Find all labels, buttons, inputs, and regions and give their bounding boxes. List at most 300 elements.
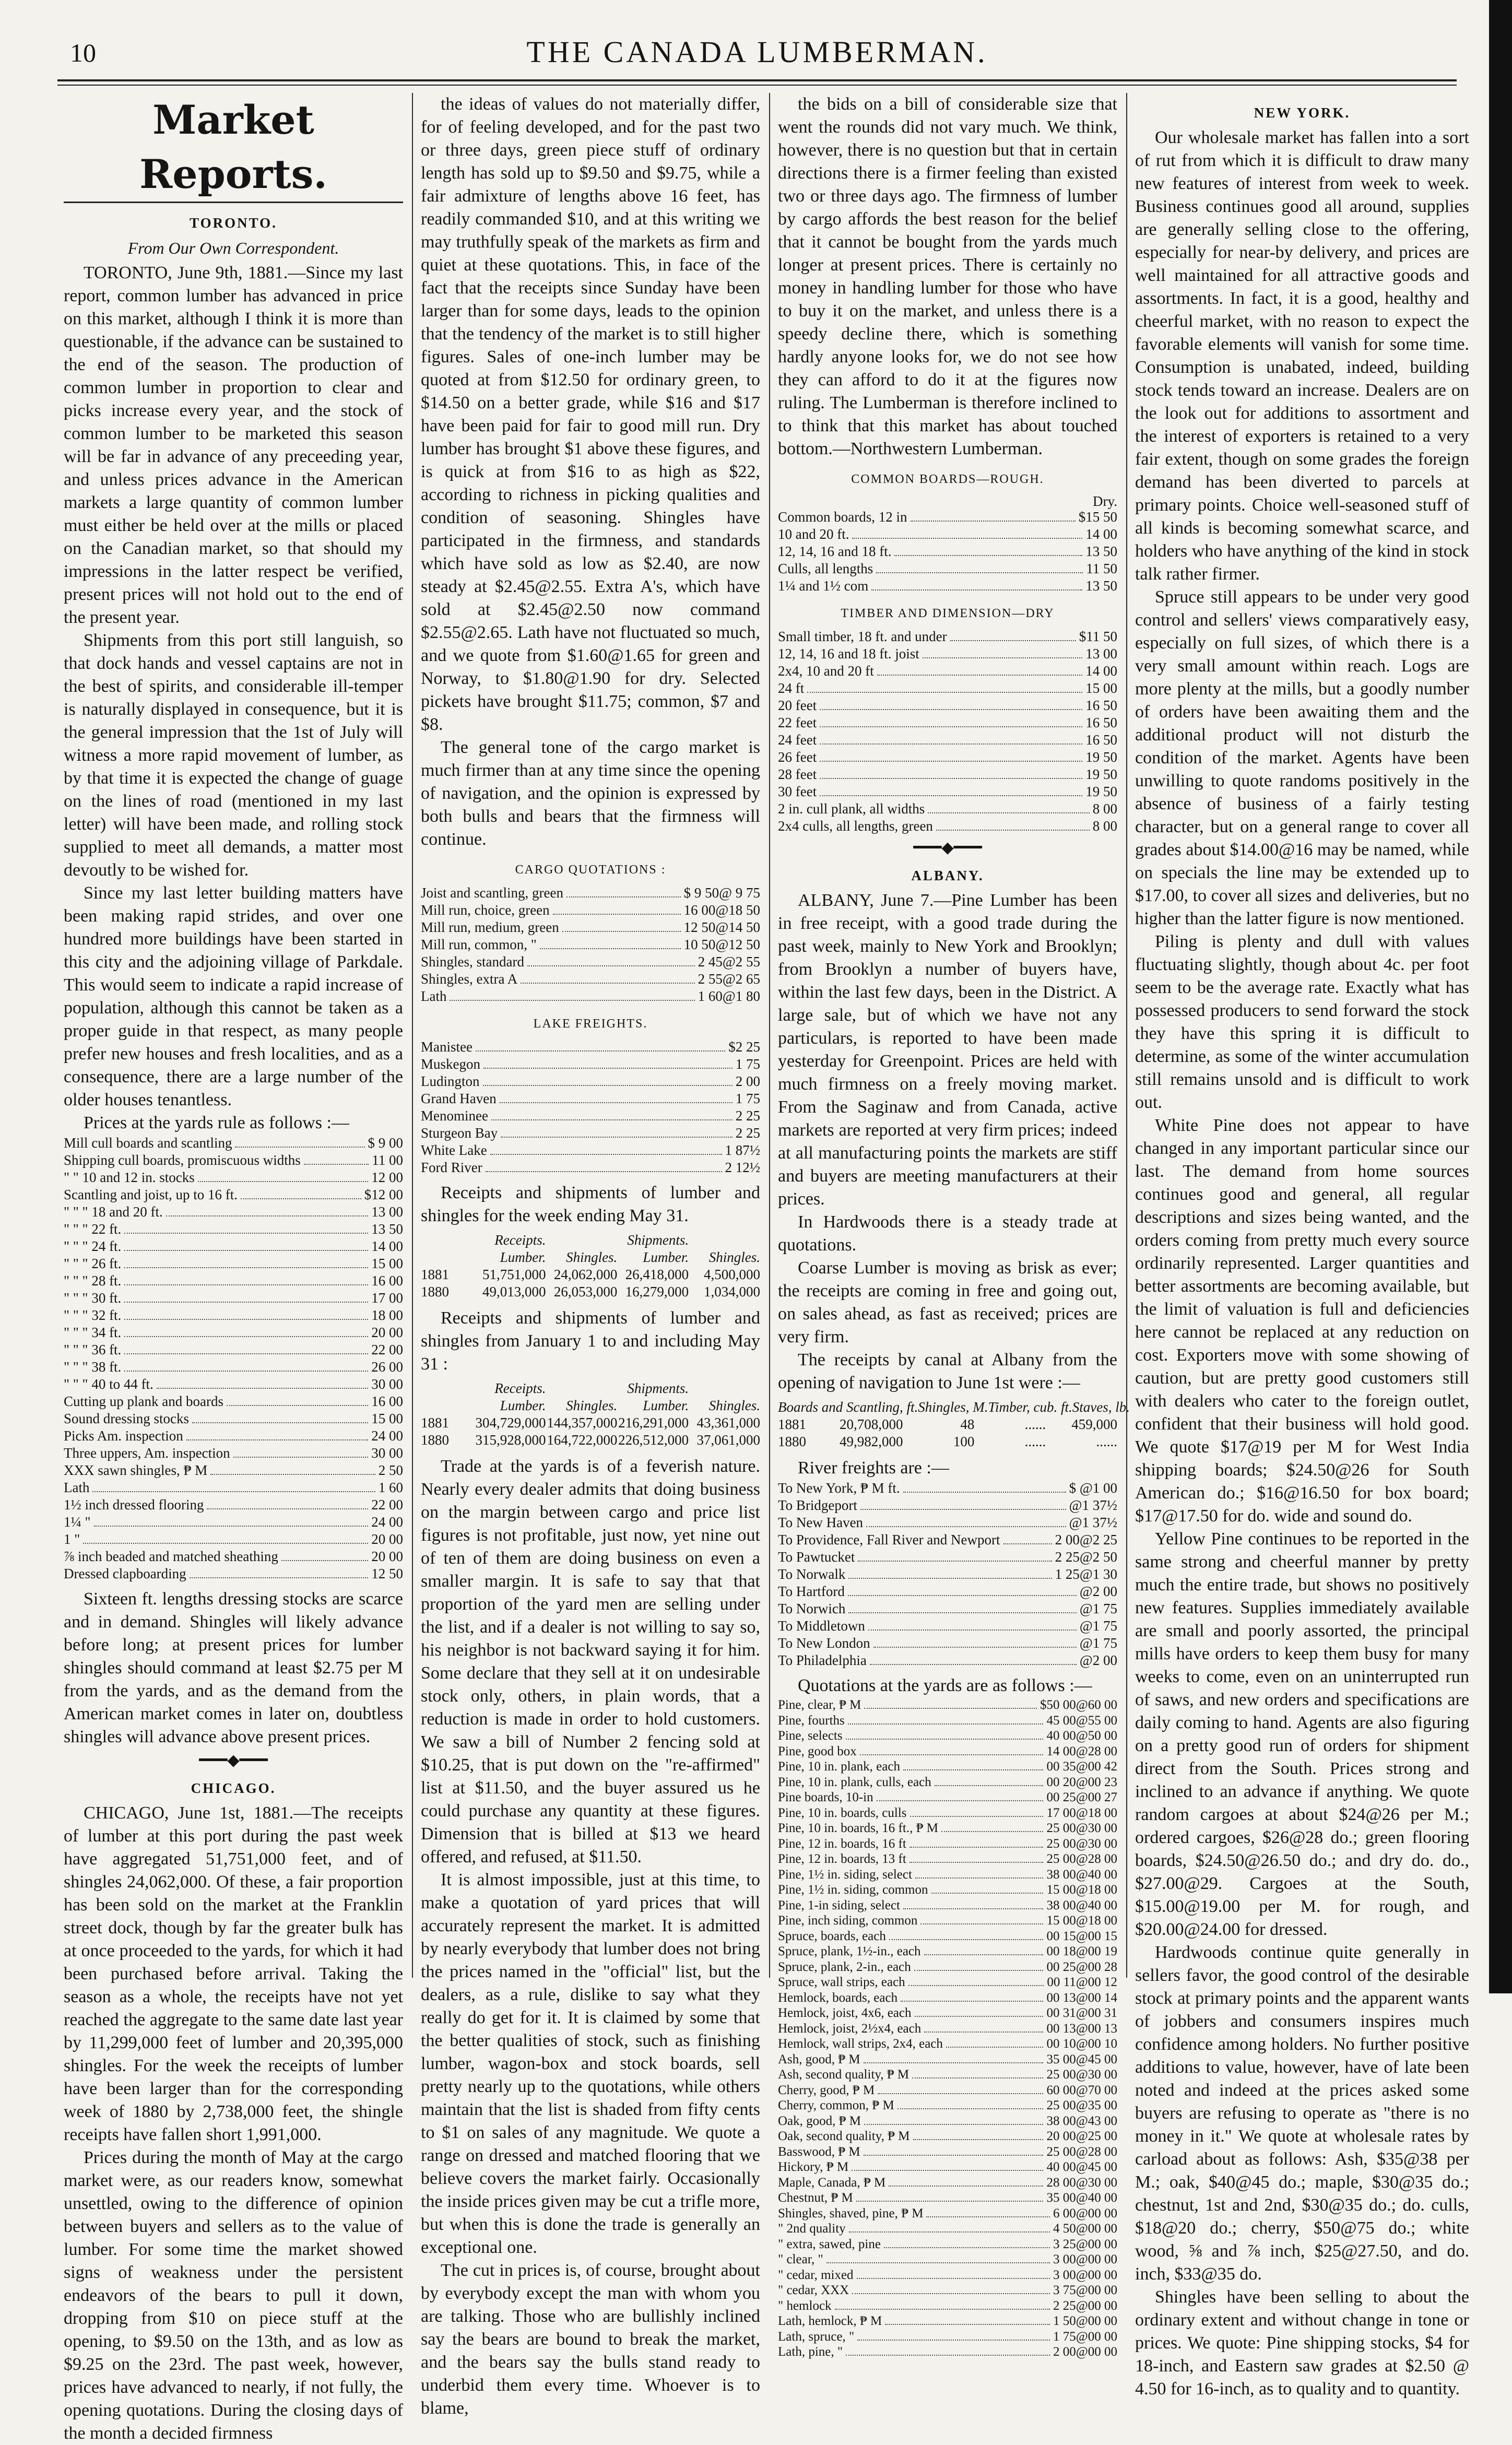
- price-label: Hemlock, joist, 2½x4, each: [778, 2021, 922, 2036]
- price-row: [64, 1255, 403, 1272]
- receipts-group-label: Receipts.: [494, 1232, 546, 1248]
- price-label: 22 feet: [778, 715, 817, 730]
- leader-dots: [876, 572, 1083, 573]
- price-row: [64, 1376, 403, 1393]
- yard-price-row: [778, 2267, 1117, 2283]
- yard-price-row: [778, 2313, 1117, 2329]
- price-label: Pine boards, 10-in: [778, 1790, 873, 1804]
- leader-dots: [864, 2062, 1044, 2063]
- price-label: Cutting up plank and boards: [64, 1393, 223, 1409]
- leader-dots: [928, 812, 1090, 813]
- price-label: Pine, selects: [778, 1729, 843, 1743]
- price-label: " " " 28 ft.: [64, 1273, 122, 1289]
- price-value: $ 9 50@ 9 75: [683, 885, 760, 901]
- leader-dots: [931, 1893, 1044, 1894]
- price-value: 19 50: [1085, 784, 1117, 799]
- price-label: 20 feet: [778, 698, 817, 713]
- price-label: Three uppers, Am. inspection: [64, 1445, 230, 1461]
- albany-paragraph: Coarse Lumber is moving as brisk as ever; the receipts are coming in free and going out, on sales ahead, as fast as received; prices are very firm.: [778, 1258, 1117, 1346]
- yard-price-row: [778, 2052, 1117, 2068]
- leader-dots: [124, 1336, 368, 1337]
- chicago-text: [64, 1802, 403, 2445]
- albany-paragraph: In Hardwoods there is a steady trade at quotations.: [778, 1212, 1117, 1255]
- price-value: 8 00: [1092, 818, 1117, 834]
- yard-price-row: [778, 2005, 1117, 2021]
- price-value: 3 00@00 00: [1053, 2252, 1117, 2266]
- timber-row: [778, 697, 1117, 714]
- yard-price-row: [778, 1697, 1117, 1713]
- price-value: 1 75@00 00: [1053, 2329, 1117, 2344]
- table-cell: ......: [1024, 1416, 1046, 1432]
- price-value: 18 00: [371, 1307, 403, 1323]
- leader-dots: [820, 743, 1082, 745]
- price-label: " " " 40 to 44 ft.: [64, 1376, 153, 1392]
- price-label: To Middletown: [778, 1618, 865, 1634]
- price-row: [64, 1221, 403, 1238]
- leader-dots: [911, 521, 1076, 522]
- price-value: 2 45@2 55: [698, 954, 760, 970]
- toronto-closing-paragraph: Sixteen ft. lengths dressing stocks are scarce and in demand. Shingles will likely advance before long; at present prices for lumber shingles should command at least $2.75 per M from the yards, and as the demand from the American market comes in later on, doubtless shingles will advance above present prices.: [64, 1589, 403, 1746]
- price-value: 13 00: [1085, 646, 1117, 662]
- column-header: Shingles.: [566, 1249, 618, 1265]
- river-freights-intro: River freights are :—: [798, 1458, 949, 1478]
- price-value: 30 00: [371, 1445, 403, 1461]
- table-row: [778, 1416, 1117, 1433]
- leader-dots: [901, 2001, 1043, 2002]
- price-label: Pine, 1½ in. siding, common: [778, 1883, 928, 1897]
- toronto-heading: TORONTO.: [190, 215, 277, 231]
- price-value: 25 00@28 00: [1046, 2144, 1117, 2159]
- common-board-row: [778, 560, 1117, 577]
- table-cell: 24,062,000: [553, 1267, 618, 1282]
- price-label: Pine, 1-in siding, select: [778, 1898, 900, 1912]
- price-label: Pine, 10 in. boards, 16 ft., ₱ M: [778, 1821, 938, 1835]
- price-label: " " " 22 ft.: [64, 1221, 122, 1237]
- price-label: Hemlock, boards, each: [778, 1990, 898, 2005]
- river-freight-row: [778, 1531, 1117, 1549]
- price-label: Oak, second quality, ₱ M: [778, 2129, 910, 2143]
- price-label: Hemlock, wall strips, 2x4, each: [778, 2037, 943, 2051]
- price-value: @1 75: [1079, 1618, 1117, 1634]
- price-label: To New Haven: [778, 1515, 864, 1530]
- timber-row: [778, 749, 1117, 766]
- price-label: Pine, 10 in. plank, culls, each: [778, 1775, 931, 1789]
- price-label: Cherry, good, ₱ M: [778, 2083, 875, 2097]
- receipts-group-spacer: [546, 1232, 617, 1249]
- lake-freight-row: [421, 1125, 760, 1142]
- price-row: [64, 1393, 403, 1410]
- table-cell: 26,053,000: [553, 1284, 618, 1300]
- leader-dots: [501, 1137, 733, 1138]
- leader-dots: [856, 2201, 1044, 2202]
- price-value: 00 10@00 10: [1046, 2037, 1117, 2051]
- section-divider-ornament: ━━━◆━━━: [199, 1752, 268, 1769]
- column-header: Lumber.: [643, 1249, 689, 1265]
- price-label: Lath: [64, 1480, 90, 1495]
- river-freight-row: [778, 1480, 1117, 1497]
- price-value: $15 50: [1078, 509, 1117, 525]
- price-value: 22 00: [371, 1497, 403, 1513]
- section-divider-ornament: ━━━◆━━━: [913, 839, 982, 856]
- table-cell: 1881: [421, 1267, 449, 1282]
- price-row: [64, 1445, 403, 1462]
- price-value: 2 25: [735, 1108, 760, 1124]
- price-value: $50 00@60 00: [1040, 1698, 1117, 1712]
- price-label: To Bridgeport: [778, 1497, 857, 1513]
- leader-dots: [884, 2247, 1050, 2248]
- article-paragraph: The cut in prices is, of course, brought about by everybody except the man with whom you are talking. Those who are bullishly inclined say the bears are bound to break the market, and the bears say the bulls stand ready to underbid them every time. Whoever is to blame,: [421, 2261, 760, 2418]
- price-label: " " " 26 ft.: [64, 1256, 122, 1271]
- price-value: 60 00@70 00: [1046, 2083, 1117, 2097]
- leader-dots: [924, 1954, 1044, 1955]
- yard-price-row: [778, 2159, 1117, 2175]
- yard-price-row: [778, 2206, 1117, 2222]
- lake-freight-row: [421, 1159, 760, 1176]
- price-label: " clear, ": [778, 2252, 823, 2266]
- leader-dots: [92, 1491, 375, 1492]
- price-label: " " " 32 ft.: [64, 1307, 122, 1323]
- leader-dots: [562, 931, 681, 932]
- price-value: 00 18@00 19: [1046, 1944, 1117, 1958]
- column-header: Shingles, M.: [918, 1399, 988, 1415]
- leader-dots: [820, 761, 1082, 762]
- price-value: 25 00@35 00: [1046, 2098, 1117, 2112]
- price-value: 2 25@00 00: [1053, 2298, 1117, 2313]
- price-value: 2 00: [735, 1073, 760, 1089]
- albany-paragraph: ALBANY, June 7.—Pine Lumber has been in free receipt, with a good trade during the past week, mainly to New York and Brooklyn; from Brooklyn a number of buyers have, within the last few days, been in the District. A large sale, but of which we have not any particulars, is reported to have been made yesterday for Greenpoint. Prices are held with much firmness on a freely moving market. From the Saginaw and from Canada, active markets are reported at very firm prices; indeed at all manufacturing points the markets are stiff and buyers are meeting manufacturers at their prices.: [778, 891, 1117, 1209]
- leader-dots: [124, 1319, 368, 1320]
- price-label: 1½ inch dressed flooring: [64, 1497, 204, 1513]
- cargo-quotations-table: [421, 884, 760, 1005]
- article-paragraph: Trade at the yards is of a feverish nature. Nearly every dealer admits that doing business on the margin between cargo and price list figures is not profitable, just now, yet nine out of ten of them are doing business on even a smaller margin. It is safe to say that that proportion of the yard men are selling under the list, and if a dealer is not willing to say so, his neighbor is not backward saying it for him. Some declare that they sell at it on undesirable stock only, others, in plain words, that a reduction is made in order to hold customers. We saw a bill of Number 2 fencing sold at $10.25, that is put down on the "re-affirmed" list at $11.50, and the buyer assured us he could purchase any quantity at these figures. Dimension that is billed at $13 we heard offered, and refused, at $11.50.: [421, 1457, 760, 1867]
- leader-dots: [848, 1595, 1077, 1596]
- price-value: $11 50: [1079, 629, 1117, 644]
- leader-dots: [233, 1457, 369, 1458]
- price-value: 2 25: [735, 1125, 760, 1141]
- price-label: 10 and 20 ft.: [778, 526, 849, 542]
- price-label: Basswood, ₱ M: [778, 2144, 860, 2159]
- leader-dots: [885, 2324, 1050, 2325]
- price-value: 16 50: [1085, 732, 1117, 748]
- column-divider: [1126, 93, 1127, 1978]
- newspaper-title: THE CANADA LUMBERMAN.: [526, 35, 988, 69]
- price-label: Sound dressing stocks: [64, 1411, 190, 1426]
- column-divider: [412, 93, 413, 1978]
- lake-freight-row: [421, 1107, 760, 1125]
- price-value: 3 25@00 00: [1053, 2237, 1117, 2251]
- price-label: Shipping cull boards, promiscuous widths: [64, 1152, 301, 1168]
- table-cell: 48: [960, 1416, 975, 1432]
- price-value: 00 25@00 28: [1046, 1959, 1117, 1974]
- lake-freight-row: [421, 1073, 760, 1090]
- dry-label: Dry.: [1093, 493, 1117, 509]
- leader-dots: [190, 1577, 369, 1578]
- leader-dots: [889, 2186, 1043, 2187]
- price-label: Pine, clear, ₱ M: [778, 1698, 861, 1712]
- season-receipts-label: Receipts.: [494, 1380, 546, 1396]
- yard-price-row: [778, 1821, 1117, 1836]
- price-label: Grand Haven: [421, 1091, 497, 1106]
- price-value: $ @1 00: [1069, 1480, 1117, 1496]
- river-freights-table: [778, 1480, 1117, 1669]
- leader-dots: [909, 1862, 1044, 1863]
- price-label: Oak, good, ₱ M: [778, 2113, 861, 2128]
- leader-dots: [871, 589, 1082, 590]
- leader-dots: [848, 1612, 1077, 1613]
- leader-dots: [483, 1068, 733, 1069]
- leader-dots: [124, 1267, 368, 1268]
- toronto-prices-intro: Prices at the yards rule as follows :—: [84, 1113, 349, 1132]
- price-label: 1¼ and 1½ com: [778, 578, 869, 594]
- price-value: 16 50: [1085, 715, 1117, 730]
- price-label: Pine, fourths: [778, 1713, 845, 1728]
- season-receipts-table: [421, 1380, 760, 1449]
- table-cell: 315,928,000: [475, 1432, 546, 1448]
- price-label: Hickory, ₱ M: [778, 2160, 849, 2174]
- timber-table: [778, 628, 1117, 835]
- price-label: 12, 14, 16 and 18 ft.: [778, 544, 892, 559]
- river-freight-row: [778, 1514, 1117, 1531]
- price-row: [64, 1427, 403, 1445]
- leader-dots: [864, 2124, 1043, 2125]
- price-label: Lath, spruce, ": [778, 2329, 855, 2344]
- table-cell: 51,751,000: [482, 1267, 546, 1282]
- newyork-paragraph: Our wholesale market has fallen into a sort of rut from which it is difficult to draw many new features of interest from week to week. Business continues good all around, supplies are generally selling close to the offering, especially for near-by delivery, and prices are well maintained for all attractive goods and assortments. In fact, it is a good, healthy and cheerful market, with no reason to expect the favorable elements will vanish for some time. Consumption is unabated, indeed, building stock tends toward an increase. Dealers are on the look out for additions to assortment and the interest of exporters is retained to a very fair extent, though on some grades the foreign demand has been diverted to parcels at primary points. Choice well-seasoned stuff of all kinds is becoming somewhat scarce, and holders who have anything of the kind in stock talk rather firmer.: [1135, 128, 1469, 584]
- leader-dots: [868, 1629, 1077, 1631]
- price-label: Menominee: [421, 1108, 488, 1124]
- newyork-paragraph: Yellow Pine continues to be reported in the same strong and cheerful manner by pretty much the entire trade, but shows no positively new features. Supplies immediately available are small and poorly assorted, the principal mills have orders to keep them busy for many weeks to come, even on an uninterrupted run of saws, and new orders and specifications are daily coming to hand. Agents are also figuring on a pretty good run of orders for shipment direct from the South. Prices strong and inclined to an advance if anything. We quote random cargoes at about $24@26 per M.; ordered cargoes, $26@28 do.; green flooring boards, $24.50@26.50 do.; and dry do. do., $27.00@29. Cargoes at the South, $15.00@19.00 per M. for rough, and $20.00@24.00 for dressed.: [1135, 1529, 1469, 1939]
- leader-dots: [936, 830, 1090, 831]
- price-label: Cherry, common, ₱ M: [778, 2098, 894, 2112]
- price-label: Hemlock, joist, 4x6, each: [778, 2006, 912, 2020]
- common-board-row: [778, 577, 1117, 595]
- price-row: [64, 1324, 403, 1341]
- table-cell: ......: [1096, 1434, 1117, 1449]
- table-cell: 1880: [421, 1284, 449, 1300]
- price-value: 19 50: [1085, 749, 1117, 765]
- river-freight-row: [778, 1566, 1117, 1583]
- table-cell: 16,279,000: [625, 1284, 689, 1300]
- column-header: Timber, cub. ft.: [988, 1399, 1072, 1415]
- leader-dots: [553, 914, 681, 915]
- leader-dots: [848, 1578, 1052, 1579]
- price-value: @1 75: [1079, 1601, 1117, 1616]
- leader-dots: [903, 1908, 1043, 1909]
- table-cell: 37,061,000: [696, 1432, 760, 1448]
- yard-price-row: [778, 2344, 1117, 2360]
- price-value: 8 00: [1092, 801, 1117, 817]
- price-label: Common boards, 12 in: [778, 509, 907, 525]
- cargo-row: [421, 971, 760, 988]
- season-group-spacer: [421, 1380, 475, 1397]
- cargo-row: [421, 902, 760, 919]
- price-label: Pine, good box: [778, 1744, 857, 1758]
- price-label: Pine, inch siding, common: [778, 1914, 918, 1928]
- price-label: Spruce, plank, 2-in., each: [778, 1959, 911, 1974]
- toronto-text: [64, 262, 403, 1112]
- leader-dots: [849, 2231, 1050, 2233]
- chicago-continued-text: [421, 93, 760, 851]
- table-cell: ......: [1024, 1434, 1046, 1449]
- price-label: 30 feet: [778, 784, 817, 799]
- price-value: 25 00@30 00: [1046, 1821, 1117, 1835]
- price-label: Ash, second quality, ₱ M: [778, 2068, 909, 2082]
- leader-dots: [848, 1723, 1044, 1725]
- newyork-heading: NEW YORK.: [1254, 105, 1351, 121]
- price-label: 26 feet: [778, 749, 817, 765]
- price-label: Mill run, choice, green: [421, 902, 550, 918]
- price-label: Manistee: [421, 1039, 473, 1055]
- lake-freight-row: [421, 1090, 760, 1107]
- leader-dots: [820, 709, 1082, 710]
- price-row: [64, 1410, 403, 1427]
- leader-dots: [915, 2016, 1044, 2017]
- article-paragraph: It is almost impossible, just at this time, to make a quotation of yard prices that will accurately represent the market. It is admitted by nearly everybody that lumber does not bring the prices named in the "official" list, but the dealers, as a rule, dislike to say what they really do get for it. It is claimed by some that the better qualities of stock, such as finishing lumber, wagon-box and stock boards, sell pretty nearly up to the quotations, while others maintain that the list is shaded from fifty cents to $1 on sales of any magnitude. We quote a range on dressed and matched flooring that we believe covers the market fairly. Occasionally the inside prices given may be cut a trifle more, but when this is done the trade is generally an exceptional one.: [421, 1870, 760, 2257]
- price-value: 00 20@00 23: [1046, 1775, 1117, 1789]
- price-label: Small timber, 18 ft. and under: [778, 629, 947, 644]
- leader-dots: [157, 1388, 368, 1389]
- page-header: [57, 30, 1457, 78]
- yard-price-row: [778, 2283, 1117, 2298]
- price-value: 1 60: [378, 1480, 403, 1495]
- yard-quotations-intro: Quotations at the yards are as follows :—: [798, 1676, 1092, 1695]
- price-label: To Hartford: [778, 1584, 845, 1599]
- newyork-paragraph: Spruce still appears to be under very good control and sellers' views comparatively easy, especially on full sizes, of which there is a very small amount within reach. Logs are more plenty at the mills, but a goodly number of orders have been awaiting them and the additional product will not disturb the condition of the market. Agents have been unwilling to quote randoms positively in the absence of business of a fairly testing character, but on a general range to cover all grades about $14.00@16 may be named, while on specials the line may be extended up to $17.00, to cover all sizes and deliveries, but no higher than the latter figure is now mentioned.: [1135, 587, 1469, 928]
- timber-row: [778, 766, 1117, 783]
- canal-receipts-table: [778, 1399, 1130, 1450]
- receipts-group-spacer: [689, 1232, 760, 1249]
- leader-dots: [873, 1647, 1077, 1648]
- canal-column-headers: [778, 1399, 1130, 1416]
- cargo-row: [421, 919, 760, 936]
- yard-price-row: [778, 2237, 1117, 2252]
- leader-dots: [820, 726, 1082, 727]
- price-value: 25 00@30 00: [1046, 1836, 1117, 1851]
- table-row: [421, 1283, 760, 1301]
- price-label: " " " 38 ft.: [64, 1359, 122, 1375]
- leader-dots: [915, 1877, 1044, 1879]
- price-value: 00 11@00 12: [1047, 1975, 1117, 1989]
- price-value: 14 00: [1085, 526, 1117, 542]
- article-paragraph: The general tone of the cargo market is much firmer than at any time since the opening of navigation, and the opinion is expressed by both bulls and bears that the firmness will continue.: [421, 738, 760, 849]
- table-row: [778, 1433, 1117, 1450]
- column-header: Lumber.: [500, 1249, 546, 1265]
- table-cell: 49,013,000: [482, 1284, 546, 1300]
- leader-dots: [912, 2077, 1043, 2078]
- yard-price-row: [778, 2190, 1117, 2206]
- weekly-column-headers: [421, 1249, 760, 1266]
- table-cell: 100: [953, 1434, 975, 1449]
- column-header: Lumber.: [500, 1398, 546, 1413]
- leader-dots: [486, 1171, 722, 1172]
- price-value: 15 00: [371, 1411, 403, 1426]
- price-value: 15 00: [371, 1256, 403, 1271]
- price-value: @1 75: [1079, 1635, 1117, 1651]
- yard-price-row: [778, 1790, 1117, 1805]
- price-row: [64, 1307, 403, 1324]
- price-row: [64, 1548, 403, 1565]
- price-label: " " " 30 ft.: [64, 1290, 122, 1306]
- leader-dots: [866, 1526, 1066, 1527]
- leader-dots: [894, 555, 1082, 556]
- price-value: 10 50@12 50: [683, 937, 760, 952]
- season-receipts-intro: Receipts and shipments of lumber and shingles from January 1 to and including May 31 :: [421, 1308, 760, 1374]
- leader-dots: [450, 1000, 694, 1001]
- table-cell: 1880: [778, 1434, 806, 1449]
- leader-dots: [846, 1739, 1044, 1740]
- price-value: 15 00@18 00: [1046, 1914, 1117, 1928]
- price-label: 24 ft: [778, 680, 805, 696]
- price-value: 20 00: [371, 1325, 403, 1340]
- price-label: ⅞ inch beaded and matched sheathing: [64, 1549, 278, 1564]
- price-label: 1¼ ": [64, 1514, 91, 1530]
- timber-row: [778, 714, 1117, 731]
- article-paragraph: the bids on a bill of considerable size that went the rounds did not vary much. We think, however, there is no question but that in certain directions there is a firmer feeling than existed two or three days ago. The firmness of lumber by cargo affords the best reason for the belief that it cannot be bought from the yards much longer at present prices. There is certainly no money in handling lumber for those who have to buy it on the market, and unless there is a speedy decline there, which is something hardly anyone looks for, we do not see how they can afford to do it at the figures now ruling. The Lumberman is therefore inclined to to think that this market has about touched bottom.—Northwestern Lumberman.: [778, 95, 1117, 458]
- chicago-heading: CHICAGO.: [191, 1780, 276, 1796]
- river-freight-row: [778, 1617, 1117, 1635]
- scan-edge: [1489, 0, 1512, 1993]
- price-label: 2x4 culls, all lengths, green: [778, 818, 933, 834]
- leader-dots: [908, 1985, 1044, 1986]
- leader-dots: [210, 1474, 375, 1475]
- leader-dots: [124, 1250, 368, 1251]
- leader-dots: [924, 2031, 1043, 2033]
- newyork-text: [1135, 126, 1469, 2401]
- common-boards-table: [778, 509, 1117, 595]
- leader-dots: [820, 778, 1082, 779]
- price-value: 00 15@00 15: [1046, 1929, 1117, 1943]
- leader-dots: [124, 1284, 368, 1285]
- cargo-row: [421, 936, 760, 953]
- price-value: @1 37½: [1069, 1515, 1117, 1530]
- price-value: 35 00@45 00: [1046, 2052, 1117, 2066]
- yard-price-row: [778, 1836, 1117, 1852]
- common-boards-heading: COMMON BOARDS—ROUGH.: [851, 473, 1044, 486]
- leader-dots: [950, 640, 1076, 641]
- price-value: $2 25: [728, 1039, 760, 1055]
- table-cell: 20,708,000: [839, 1416, 903, 1432]
- price-value: 13 50: [1085, 578, 1117, 594]
- leader-dots: [909, 1847, 1044, 1848]
- table-cell: 1880: [421, 1432, 449, 1448]
- yard-price-row: [778, 1882, 1117, 1898]
- yard-price-row: [778, 2298, 1117, 2314]
- price-row: [64, 1341, 403, 1359]
- weekly-receipts-intro: Receipts and shipments of lumber and shingles for the week ending May 31.: [421, 1183, 760, 1225]
- common-board-row: [778, 543, 1117, 560]
- yard-trade-text: [421, 1455, 760, 2420]
- leader-dots: [166, 1215, 368, 1216]
- price-value: 3 75@00 00: [1053, 2283, 1117, 2297]
- yard-price-row: [778, 2175, 1117, 2191]
- receipts-group-spacer: [421, 1232, 475, 1249]
- newyork-paragraph: Shingles have been selling to about the ordinary extent and without change in tone or prices. We quote: Pine shipping stocks, $4 for 18-inch, and Eastern saw grades at $2.50 @ 4.50 for 16-inch, as to quality and to quantity.: [1135, 2287, 1469, 2399]
- price-label: To Norwich: [778, 1601, 846, 1616]
- leader-dots: [877, 1800, 1044, 1801]
- leader-dots: [521, 983, 694, 984]
- leader-dots: [852, 2170, 1043, 2171]
- leader-dots: [897, 2108, 1044, 2109]
- price-value: $12 00: [364, 1187, 403, 1202]
- table-cell: 304,729,000: [475, 1415, 546, 1431]
- lake-freight-row: [421, 1056, 760, 1073]
- chicago-paragraph: CHICAGO, June 1st, 1881.—The receipts of lumber at this port during the past week have aggregated 51,751,000 feet, and of shingles 24,062,000. Of these, a fair proportion has been sold on the market at the Franklin street dock, though by far the greater bulk has at once proceeded to the yards, for which it had been purchased before arrival. Taking the season as a whole, the receipts have not yet reached the aggregate to the same date last year by 11,299,000 feet of lumber and 20,395,000 shingles. For the week the receipts of lumber have been larger than for the corresponding week of 1880 by 2,738,000 feet, the shingle receipts have fallen short 1,991,000.: [64, 1803, 403, 2144]
- table-cell: 144,357,000: [547, 1415, 618, 1431]
- price-label: Muskegon: [421, 1056, 480, 1072]
- price-value: 16 50: [1085, 698, 1117, 713]
- timber-row: [778, 818, 1117, 835]
- lake-freight-row: [421, 1038, 760, 1056]
